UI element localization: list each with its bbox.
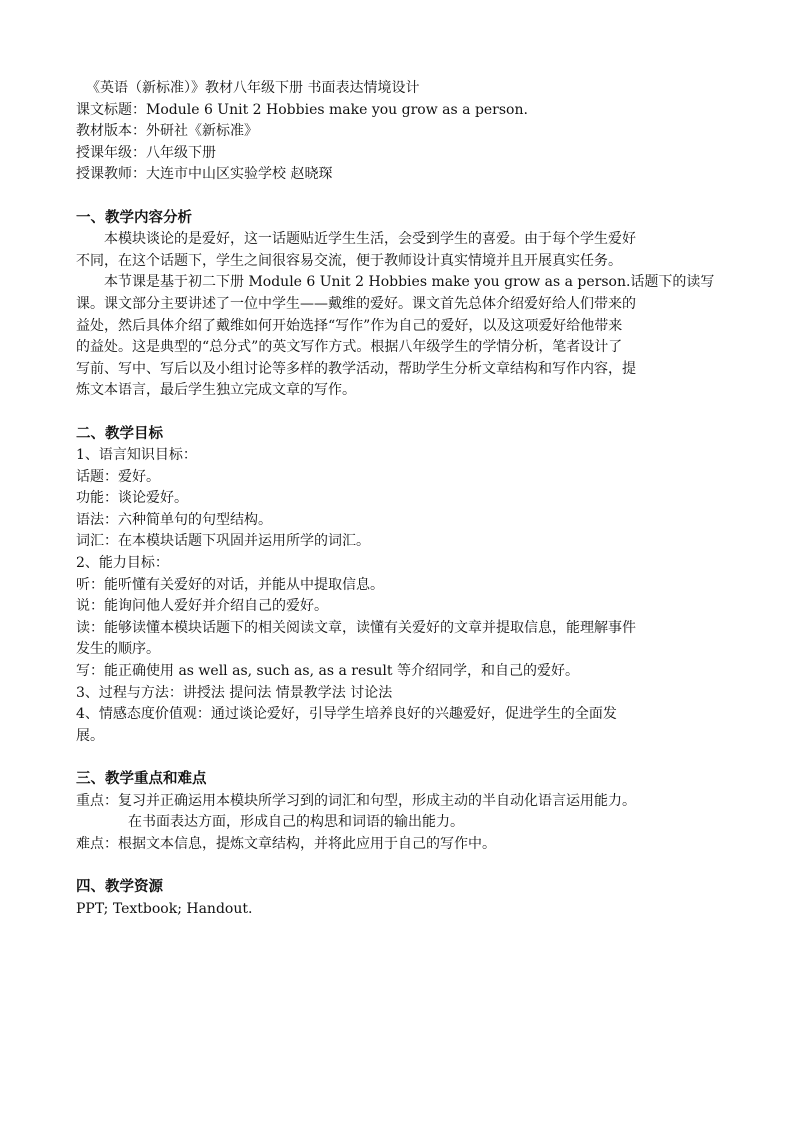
document-body <box>76 78 722 920</box>
paragraph-line: 的益处。这是典型的“总分式”的英文写作方式。根据八年级学生的学情分析，笔者设计了 <box>76 339 623 356</box>
paragraph-line: 炼文本语言，最后学生独立完成文章的写作。 <box>76 382 356 399</box>
document-title: 《英语（新标准）》教材八年级下册 书面表达情境设计 <box>86 80 420 96</box>
textbook-version: 教材版本：外研社《新标准》 <box>76 123 258 140</box>
section-heading-content-analysis: 一、教学内容分析 <box>76 209 192 226</box>
objective-line: 写：能正确使用 as well as, such as, as a result 等介绍同学，和自己的爱好。 <box>76 663 579 680</box>
paragraph-line: 本模块谈论的是爱好，这一话题贴近学生生活，会受到学生的喜爱。由于每个学生爱好 <box>104 231 636 248</box>
section-heading-objectives: 二、教学目标 <box>76 425 163 442</box>
objective-line: 4、情感态度价值观：通过谈论爱好，引导学生培养良好的兴趣爱好，促进学生的全面发 <box>76 706 617 723</box>
resources-line: PPT; Textbook; Handout. <box>76 900 253 917</box>
paragraph-line: 本节课是基于初二下册 Module 6 Unit 2 Hobbies make you grow as a person.话题下的读写 <box>104 274 715 291</box>
key-point-continuation: 在书面表达方面，形成自己的构思和词语的输出能力。 <box>128 814 464 831</box>
objective-line: 3、过程与方法：讲授法 提问法 情景教学法 讨论法 <box>76 684 393 701</box>
paragraph-line: 写前、写中、写后以及小组讨论等多样的教学活动，帮助学生分析文章结构和写作内容，提 <box>76 360 636 377</box>
paragraph-line: 课。课文部分主要讲述了一位中学生——戴维的爱好。课文首先总体介绍爱好给人们带来的 <box>76 295 636 312</box>
spacer <box>76 186 722 208</box>
objective-line: 读：能够读懂本模块话题下的相关阅读文章，读懂有关爱好的文章并提取信息，能理解事件 <box>76 619 636 636</box>
teacher-info: 授课教师：大连市中山区实验学校 赵晓琛 <box>76 166 333 183</box>
objective-line: 语法：六种简单句的句型结构。 <box>76 511 272 528</box>
paragraph-line: 不同，在这个话题下，学生之间很容易交流，便于教师设计真实情境并且开展真实任务。 <box>76 252 622 269</box>
objective-line: 功能：谈论爱好。 <box>76 490 188 507</box>
section-heading-key-points: 三、教学重点和难点 <box>76 771 207 787</box>
grade-level: 授课年级：八年级下册 <box>76 144 216 161</box>
objective-line: 说：能询问他人爱好并介绍自己的爱好。 <box>76 598 328 615</box>
objective-line: 词汇：在本模块话题下巩固并运用所学的词汇。 <box>76 533 370 550</box>
spacer <box>76 747 722 769</box>
objective-line: 展。 <box>76 727 104 744</box>
objective-line: 听：能听懂有关爱好的对话，并能从中提取信息。 <box>76 576 384 593</box>
spacer <box>76 855 722 877</box>
objective-line: 话题：爱好。 <box>76 468 160 485</box>
difficulty-line: 难点：根据文本信息，提炼文章结构，并将此应用于自己的写作中。 <box>76 835 496 852</box>
lesson-title: 课文标题：Module 6 Unit 2 Hobbies make you grow as a person. <box>76 101 528 118</box>
key-point-line: 重点：复习并正确运用本模块所学习到的词汇和句型，形成主动的半自动化语言运用能力。 <box>76 792 636 809</box>
spacer <box>76 402 722 424</box>
paragraph-line: 益处，然后具体介绍了戴维如何开始选择“写作”作为自己的爱好，以及这项爱好给他带来 <box>76 317 623 334</box>
objective-line: 1、语言知识目标： <box>76 447 197 464</box>
objective-line: 发生的顺序。 <box>76 641 160 658</box>
section-heading-resources: 四、教学资源 <box>76 878 163 895</box>
objective-line: 2、能力目标： <box>76 555 169 572</box>
